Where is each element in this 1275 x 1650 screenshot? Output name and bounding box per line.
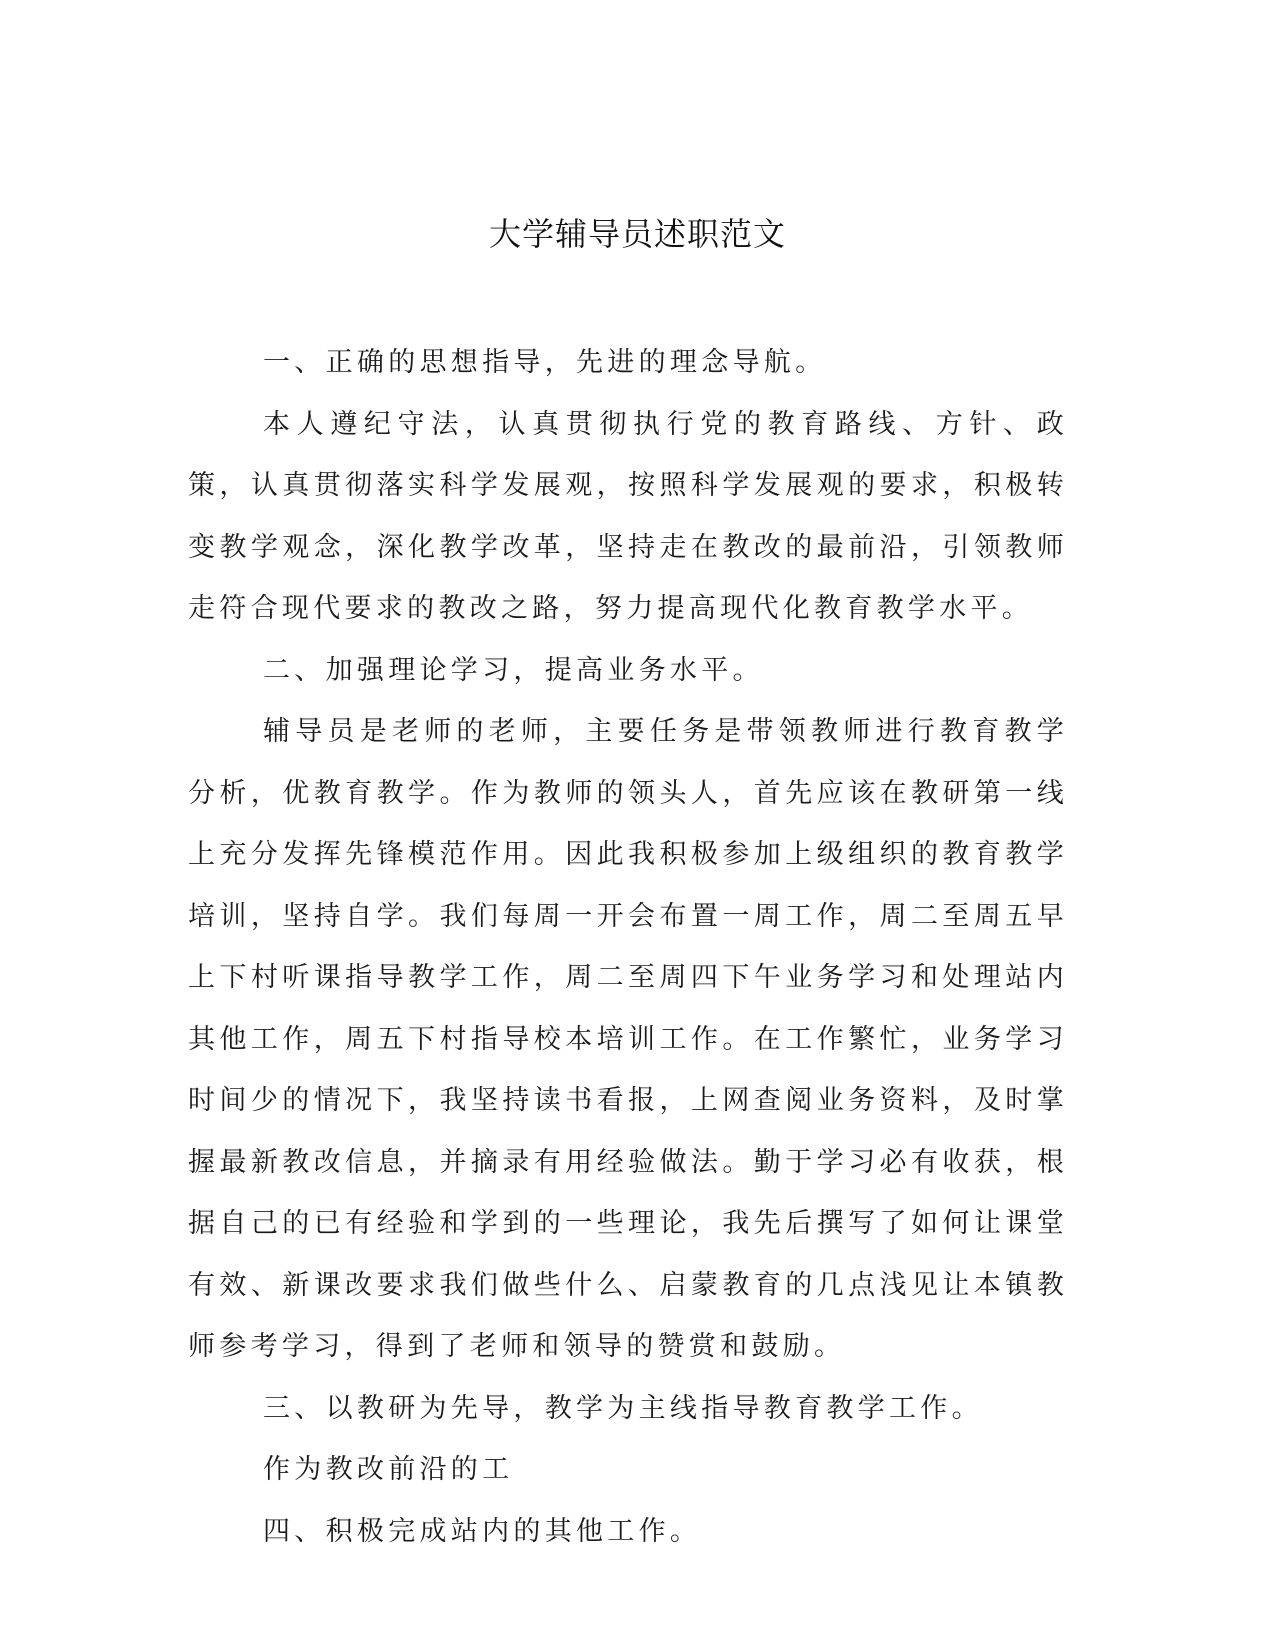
section-heading-3: 三、以教研为先导，教学为主线指导教育教学工作。 xyxy=(263,1392,983,1424)
section-heading-2: 二、加强理论学习，提高业务水平。 xyxy=(263,654,764,686)
section-heading-1: 一、正确的思想指导，先进的理念导航。 xyxy=(263,347,827,378)
section-heading-4: 四、积极完成站内的其他工作。 xyxy=(263,1515,702,1547)
document-body xyxy=(188,332,1068,1562)
body-paragraph: 作为教改前沿的工 xyxy=(263,1454,514,1485)
body-paragraph: 辅导员是老师的老师，主要任务是带领教师进行教育教学分析，优教育教学。作为教师的领头人，首先应该在教研第一线上充分发挥先锋模范作用。因此我积极参加上级组织的教育教学培训，坚持自学。我们每周一开会布置一周工作，周二至周五早上下村听课指导教学工作，周二至周四下午业务学习和处理站内其他工作，周五下村指导校本培训工作。在工作繁忙，业务学习时间少的情况下，我坚持读书看报，上网查阅业务资料，及时掌握最新教改信息，并摘录有用经验做法。勤于学习必有收获，根据自己的已有经验和学到的一些理论，我先后撰写了如何让课堂有效、新课改要求我们做些什么、启蒙教育的几点浅见让本镇教师参考学习，得到了老师和领导的赞赏和鼓励。 xyxy=(188,716,1068,1362)
body-paragraph: 本人遵纪守法，认真贯彻执行党的教育路线、方针、政策，认真贯彻落实科学发展观，按照科学发展观的要求，积极转变教学观念，深化教学改革，坚持走在教改的最前沿，引领教师走符合现代要求的教改之路，努力提高现代化教育教学水平。 xyxy=(188,408,1068,624)
document-title: 大学辅导员述职范文 xyxy=(488,215,786,253)
